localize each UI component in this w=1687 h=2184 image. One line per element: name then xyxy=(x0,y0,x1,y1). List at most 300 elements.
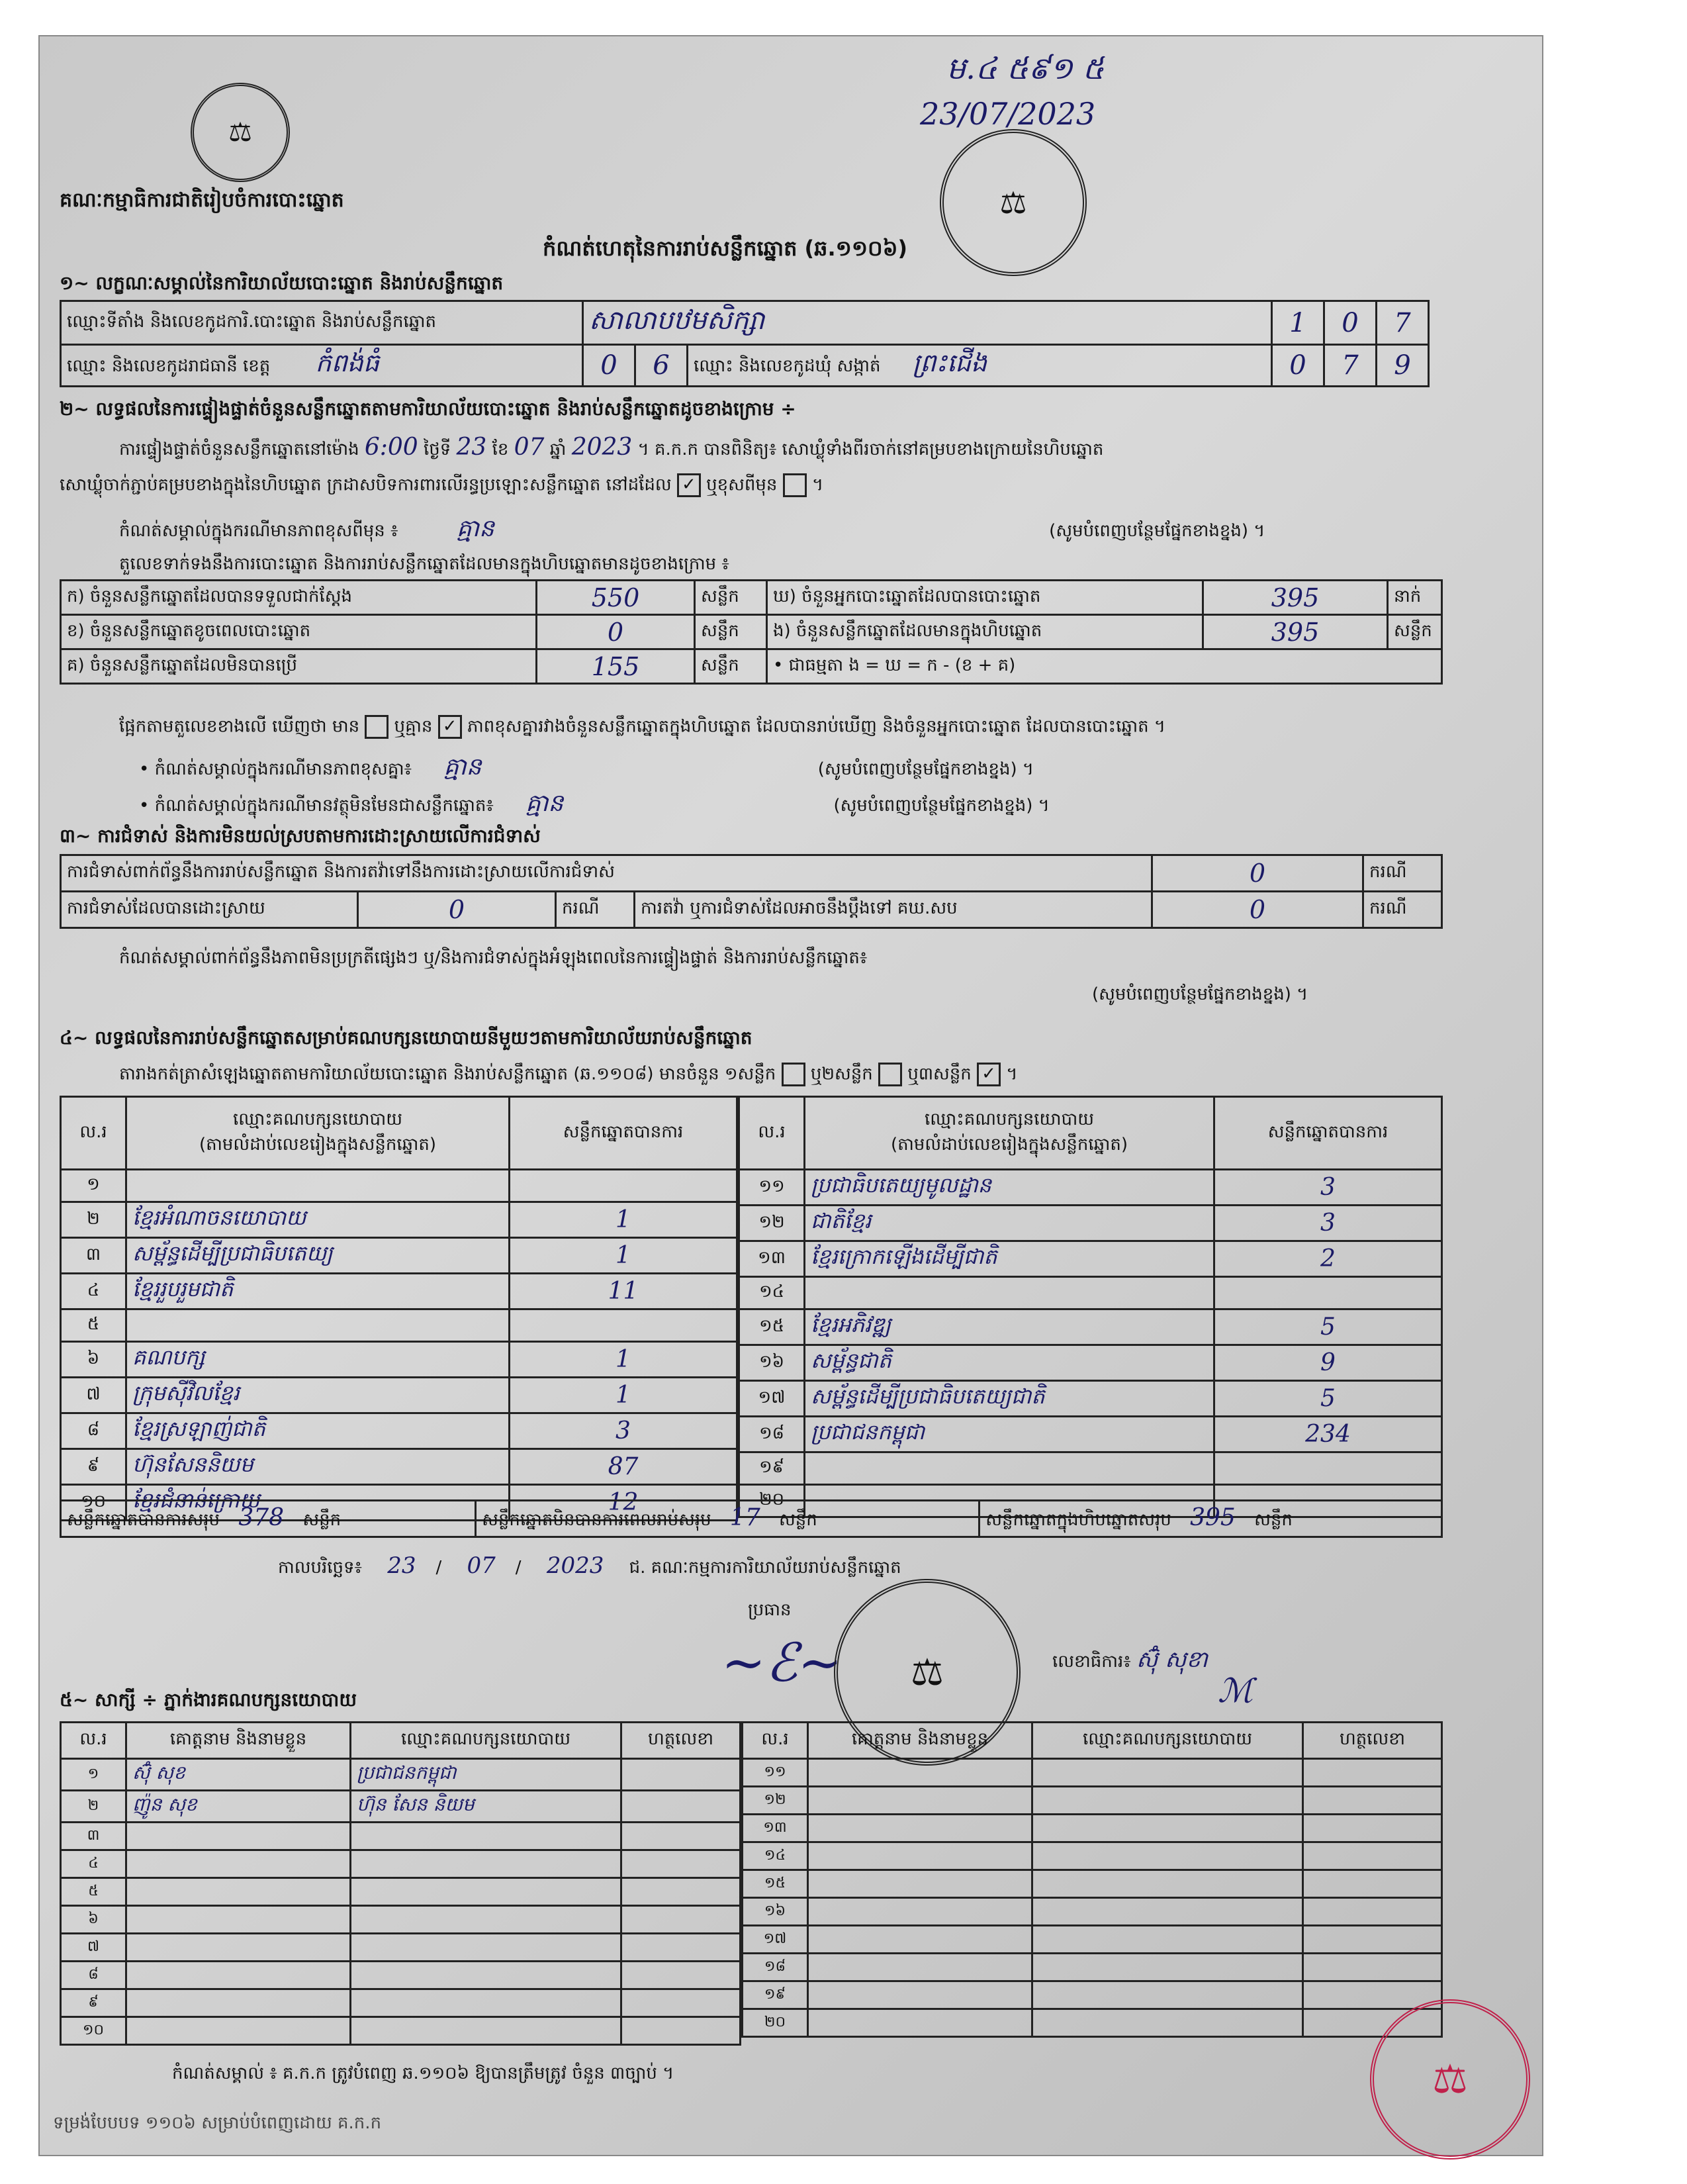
witness-party xyxy=(351,1823,621,1850)
irregularity-note-suffix: (សូមបំពេញបន្ថែមផ្នែកខាងខ្នង) ។ xyxy=(1092,984,1308,1004)
result-no: ៩ xyxy=(61,1449,126,1485)
province-label: ឈ្មោះ និងលេខកូដរាជធានី ខេត្ត xyxy=(67,356,271,376)
witness-row xyxy=(743,2009,1442,2037)
result-no: ១០ xyxy=(61,1485,126,1521)
three-sheet-checkbox[interactable]: ✓ xyxy=(977,1063,1001,1086)
foreign-object-suffix: (សូមបំពេញបន្ថែមផ្នែកខាងខ្នង) ។ xyxy=(833,796,1050,816)
result-no: ១៨ xyxy=(739,1417,805,1452)
witness-col-sign: ហត្ថលេខា xyxy=(621,1723,741,1759)
witness-col-party-right: ឈ្មោះគណបក្សនយោបាយ xyxy=(1032,1723,1303,1759)
form-title: កំណត់ហេតុនៃការរាប់សន្លឹកឆ្នោត (ឆ.១១០៦) xyxy=(543,236,907,261)
intact-checkbox[interactable]: ✓ xyxy=(677,473,701,497)
witness-signature xyxy=(621,1906,741,1934)
figure-e-unit: សន្លឹក xyxy=(1388,615,1442,649)
nec-logo: ⚖ xyxy=(191,83,290,182)
witness-party: ប្រជាជនកម្ពុជា xyxy=(351,1759,621,1791)
witness-name xyxy=(808,1842,1032,1870)
verification-end: ។ xyxy=(811,475,824,495)
province-cell xyxy=(61,345,583,387)
red-official-seal: ⚖ xyxy=(1370,1999,1530,2160)
witness-name xyxy=(808,1815,1032,1842)
verification-line-2 xyxy=(60,473,1449,499)
change-note-line xyxy=(119,513,1443,548)
station-code-1: 1 xyxy=(1272,301,1324,345)
witness-signature xyxy=(621,1791,741,1823)
result-party: សម្ព័ន្ធជាតិ xyxy=(805,1345,1214,1381)
witness-signature xyxy=(621,1850,741,1878)
witness-no: ១៦ xyxy=(743,1898,808,1926)
witness-name xyxy=(126,1823,351,1850)
result-party: ខ្មែរស្រឡាញ់ជាតិ xyxy=(126,1413,510,1449)
objection-row1-unit: ករណី xyxy=(1363,855,1442,892)
witness-row xyxy=(743,1981,1442,2009)
result-no: ៦ xyxy=(61,1342,126,1378)
result-row xyxy=(739,1309,1442,1345)
witness-row xyxy=(743,1870,1442,1898)
results-table-left xyxy=(60,1096,738,1521)
witness-no: ៤ xyxy=(61,1850,126,1878)
tally-sheets-line xyxy=(119,1063,1443,1088)
col-party-sub-right: (តាមលំដាប់លេខរៀងក្នុងសន្លឹកឆ្នោត) xyxy=(890,1134,1128,1155)
col-votes: សន្លឹកឆ្នោតបានការ xyxy=(510,1097,737,1170)
witness-no: ១២ xyxy=(743,1787,808,1815)
tally-text-b: ឬ២សន្លឹក xyxy=(810,1064,873,1084)
no-difference-checkbox[interactable]: ✓ xyxy=(438,715,462,739)
col-party-sub: (តាមលំដាប់លេខរៀងក្នុងសន្លឹកឆ្នោត) xyxy=(199,1134,437,1155)
figure-d-label: ឃ) ចំនួនអ្នកបោះឆ្នោតដែលបានបោះឆ្នោត xyxy=(767,581,1203,615)
witness-no: ១១ xyxy=(743,1759,808,1787)
witness-signature xyxy=(621,1823,741,1850)
official-seal-top: ⚖ xyxy=(940,129,1087,276)
commune-cell xyxy=(688,345,1272,387)
foreign-object-label: • កំណត់សម្គាល់ក្នុងករណីមានវត្ថុមិនមែនជាសន្លឹកឆ្នោត៖ xyxy=(139,796,494,816)
change-note-value: គ្មាន xyxy=(456,515,494,542)
figure-c-value: 155 xyxy=(537,649,695,684)
witness-party xyxy=(1032,1842,1303,1870)
has-difference-checkbox[interactable] xyxy=(365,715,388,739)
difference-note-label: • កំណត់សម្គាល់ក្នុងករណីមានភាពខុសគ្នា៖ xyxy=(139,759,412,779)
witness-signature xyxy=(1303,1815,1442,1842)
result-votes: 1 xyxy=(510,1202,737,1238)
result-votes: 5 xyxy=(1214,1381,1442,1417)
witness-signature xyxy=(1303,1898,1442,1926)
witness-col-no: ល.រ xyxy=(61,1723,126,1759)
witness-signature xyxy=(621,2017,741,2045)
result-row xyxy=(61,1202,737,1238)
witness-party xyxy=(351,1850,621,1878)
objection-row3-unit: ករណី xyxy=(1363,892,1442,928)
signing-date-year: 2023 xyxy=(546,1552,604,1579)
irregularity-note: កំណត់សម្គាល់ពាក់ព័ន្ធនឹងភាពមិនប្រក្រតីផ្សេងៗ ឬ/និងការជំទាស់ក្នុងអំឡុងពេលនៃការផ្ទៀងផ្ទាត់ និងការរាប់សន្លឹកឆ្នោត៖ xyxy=(119,948,868,968)
total-invalid-value: 17 xyxy=(729,1503,760,1531)
witness-table-right xyxy=(741,1721,1443,2038)
result-no: ៥ xyxy=(61,1309,126,1342)
witness-signature xyxy=(1303,1954,1442,1981)
commune-code-1: 0 xyxy=(1272,345,1324,387)
total-valid-label: សន្លឹកឆ្នោតបានការសរុប xyxy=(67,1509,220,1530)
result-votes: 234 xyxy=(1214,1417,1442,1452)
witness-party xyxy=(1032,1926,1303,1954)
signing-date-month: 07 xyxy=(467,1552,496,1579)
result-party: គណបក្ស xyxy=(126,1342,510,1378)
witness-row xyxy=(61,1850,741,1878)
witness-name xyxy=(126,1878,351,1906)
result-no: ១ xyxy=(61,1170,126,1202)
result-party: ខ្មែរក្រោកឡើងដើម្បីជាតិ xyxy=(805,1241,1214,1277)
chair-signature: ~ℰ~ xyxy=(721,1632,843,1693)
province-code-2: 6 xyxy=(635,345,688,387)
total-invalid-unit: សន្លឹក xyxy=(779,1509,817,1530)
total-ballots-cell xyxy=(980,1501,1442,1537)
verification-text-a: ការផ្ទៀងផ្ទាត់ចំនួនសន្លឹកឆ្នោតនៅម៉ោង xyxy=(119,440,359,459)
change-note-label: កំណត់សម្គាល់ក្នុងករណីមានភាពខុសពីមុន ៖ xyxy=(119,521,398,541)
witness-no: ៩ xyxy=(61,1989,126,2017)
verification-text-b: ថ្ងៃទី xyxy=(423,440,451,459)
witness-no: ២០ xyxy=(743,2009,808,2037)
province-code-1: 0 xyxy=(583,345,635,387)
witness-col-sign-right: ហត្ថលេខា xyxy=(1303,1723,1442,1759)
result-no: ១១ xyxy=(739,1170,805,1206)
witness-name xyxy=(808,1787,1032,1815)
objections-table xyxy=(60,854,1443,929)
witness-party xyxy=(351,1962,621,1989)
verification-month: 07 xyxy=(514,434,545,461)
total-ballots-unit: សន្លឹក xyxy=(1254,1509,1293,1530)
figure-b-label: ខ) ចំនួនសន្លឹកឆ្នោតខូចពេលបោះឆ្នោត xyxy=(61,615,537,649)
witness-party xyxy=(1032,1870,1303,1898)
figure-c-unit: សន្លឹក xyxy=(695,649,767,684)
col-party-right xyxy=(805,1097,1214,1170)
witness-signature xyxy=(621,1759,741,1791)
witness-party xyxy=(1032,1759,1303,1787)
signing-date-day: 23 xyxy=(387,1552,416,1579)
col-no-right: ល.រ xyxy=(739,1097,805,1170)
secretary-line xyxy=(1052,1645,1208,1678)
result-party xyxy=(805,1452,1214,1485)
figure-b-value: 0 xyxy=(537,615,695,649)
result-row xyxy=(61,1342,737,1378)
witness-signature xyxy=(1303,1787,1442,1815)
witness-party xyxy=(351,1878,621,1906)
commune-code-3: 9 xyxy=(1377,345,1429,387)
witness-party xyxy=(1032,1815,1303,1842)
total-valid-value: 378 xyxy=(238,1503,285,1531)
result-row xyxy=(739,1206,1442,1241)
result-party: សម្ព័ន្ធដើម្បីប្រជាធិបតេយ្យជាតិ xyxy=(805,1381,1214,1417)
tally-text-a: តារាងកត់ត្រាសំឡេងឆ្នោតតាមការិយាល័យបោះឆ្នោត និងរាប់សន្លឹកឆ្នោត (ឆ.១១០៨) មានចំនួន ១សន្លឹក xyxy=(119,1064,776,1084)
witness-name xyxy=(126,1962,351,1989)
figure-d-unit: នាក់ xyxy=(1388,581,1442,615)
result-no: ៨ xyxy=(61,1413,126,1449)
witness-name xyxy=(808,1870,1032,1898)
verification-text-2: សោឃ្លុំចាក់ភ្ជាប់គម្របខាងក្នុងនៃហិបឆ្នោត ក្រដាសបិទការពារលើរន្ធប្រឡោះសន្លឹកឆ្នោត នៅដដែល xyxy=(60,475,672,495)
witness-no: ៨ xyxy=(61,1962,126,1989)
one-sheet-checkbox[interactable] xyxy=(782,1063,805,1086)
result-votes xyxy=(1214,1277,1442,1309)
commune-code-2: 7 xyxy=(1324,345,1377,387)
result-party: សម្ព័ន្ធដើម្បីប្រជាធិបតេយ្យ xyxy=(126,1238,510,1274)
result-votes: 87 xyxy=(510,1449,737,1485)
result-no: ១៦ xyxy=(739,1345,805,1381)
tally-text-end: ។ xyxy=(1006,1064,1018,1084)
objection-row3-label: ការតវ៉ា ឬការជំទាស់ដែលអាចនឹងប្តឹងទៅ គឃ.សប xyxy=(635,892,1152,928)
witness-signature xyxy=(621,1934,741,1962)
witness-party xyxy=(1032,1787,1303,1815)
col-no: ល.រ xyxy=(61,1097,126,1170)
total-invalid-cell xyxy=(476,1501,980,1537)
result-row xyxy=(739,1345,1442,1381)
verification-day: 23 xyxy=(456,434,487,461)
witness-row xyxy=(743,1787,1442,1815)
station-value: សាលាបឋមសិក្សា xyxy=(583,301,1272,345)
witness-party xyxy=(1032,1981,1303,2009)
footer-note: កំណត់សម្គាល់ ៖ គ.ក.ក ត្រូវបំពេញ ឆ.១១០៦ ឱ្យបានត្រឹមត្រូវ ចំនួន ៣ច្បាប់ ។ xyxy=(172,2064,674,2083)
figure-a-label: ក) ចំនួនសន្លឹកឆ្នោតដែលបានទទួលជាក់ស្តែង xyxy=(61,581,537,615)
changed-text: ឬខុសពីមុន xyxy=(706,475,778,495)
witness-name xyxy=(808,1981,1032,2009)
result-no: ១៤ xyxy=(739,1277,805,1309)
witness-no: ១៥ xyxy=(743,1870,808,1898)
witness-party xyxy=(1032,1954,1303,1981)
result-no: ១៧ xyxy=(739,1381,805,1417)
result-row xyxy=(739,1452,1442,1485)
station-code-2: 0 xyxy=(1324,301,1377,345)
result-votes: 3 xyxy=(1214,1170,1442,1206)
witness-name xyxy=(808,1898,1032,1926)
result-row xyxy=(61,1238,737,1274)
two-sheet-checkbox[interactable] xyxy=(878,1063,902,1086)
figure-c-label: គ) ចំនួនសន្លឹកឆ្នោតដែលមិនបានប្រើ xyxy=(61,649,537,684)
witness-no: ១ xyxy=(61,1759,126,1791)
witness-no: ១៧ xyxy=(743,1926,808,1954)
result-votes: 2 xyxy=(1214,1241,1442,1277)
witness-party xyxy=(1032,1898,1303,1926)
witness-row xyxy=(743,1815,1442,1842)
form-usage-note: ទម្រង់បែបបទ ១១០៦ សម្រាប់បំពេញដោយ គ.ក.ក xyxy=(53,2113,382,2133)
compare-text-a: ផ្អែកតាមតួលេខខាងលើ ឃើញថា មាន xyxy=(119,716,360,737)
witness-no: ៧ xyxy=(61,1934,126,1962)
totals-table xyxy=(60,1499,1443,1538)
total-ballots-value: 395 xyxy=(1190,1503,1236,1531)
witness-party xyxy=(351,1934,621,1962)
result-votes: 1 xyxy=(510,1342,737,1378)
foreign-object-value: គ្មាន xyxy=(525,790,564,817)
witness-row xyxy=(61,1791,741,1823)
stamp-number: ម.៤ ៥៩១ ៥ xyxy=(946,50,1105,86)
witness-col-no-right: ល.រ xyxy=(743,1723,808,1759)
result-party: ខ្មែរអំណាចនយោបាយ xyxy=(126,1202,510,1238)
witness-party xyxy=(1032,2009,1303,2037)
result-party: ខ្មែរអភិវឌ្ឍ xyxy=(805,1309,1214,1345)
station-code-3: 7 xyxy=(1377,301,1429,345)
figure-a-unit: សន្លឹក xyxy=(695,581,767,615)
witness-name xyxy=(808,2009,1032,2037)
witness-name xyxy=(126,2017,351,2045)
change-note-suffix: (សូមបំពេញបន្ថែមផ្នែកខាងខ្នង) ។ xyxy=(1049,521,1265,541)
province-value: កំពង់ធំ xyxy=(315,348,380,377)
result-party: ជាតិខ្មែរ xyxy=(805,1206,1214,1241)
figure-d-value: 395 xyxy=(1203,581,1388,615)
objection-row1-value: 0 xyxy=(1152,855,1363,892)
result-row xyxy=(739,1241,1442,1277)
signing-date-label: កាលបរិច្ឆេទ៖ xyxy=(278,1558,362,1578)
verification-text-d: ឆ្នាំ xyxy=(549,440,567,459)
changed-checkbox[interactable] xyxy=(783,473,807,497)
result-votes xyxy=(510,1309,737,1342)
result-no: ៤ xyxy=(61,1274,126,1309)
difference-note-value: គ្មាន xyxy=(443,753,482,781)
result-row xyxy=(61,1413,737,1449)
witness-table-left xyxy=(60,1721,741,2046)
witness-row xyxy=(61,1759,741,1791)
objection-row2-value: 0 xyxy=(358,892,556,928)
result-no: ២ xyxy=(61,1202,126,1238)
objection-row3-value: 0 xyxy=(1152,892,1363,928)
result-party: ប្រជាធិបតេយ្យមូលដ្ឋាន xyxy=(805,1170,1214,1206)
result-party: ខ្មែររួបរួមជាតិ xyxy=(126,1274,510,1309)
col-party-title: ឈ្មោះគណបក្សនយោបាយ xyxy=(233,1109,402,1129)
verification-text-e: ។ គ.ក.ក បានពិនិត្យ៖ សោឃ្លុំទាំងពីរចាក់នៅគម្របខាងក្រោយនៃហិបឆ្នោត xyxy=(637,440,1104,459)
witness-row xyxy=(743,1926,1442,1954)
witness-signature xyxy=(621,1962,741,1989)
witness-row xyxy=(743,1954,1442,1981)
total-valid-unit: សន្លឹក xyxy=(302,1509,342,1530)
section3-heading: ៣~ ការជំទាស់ និងការមិនយល់ស្របតាមការដោះស្រាយលើការជំទាស់ xyxy=(60,825,541,847)
witness-name xyxy=(126,1989,351,2017)
result-row xyxy=(61,1274,737,1309)
witness-no: ២ xyxy=(61,1791,126,1823)
foreign-object-line xyxy=(139,788,1443,823)
witness-row xyxy=(743,1898,1442,1926)
witness-party xyxy=(351,1989,621,2017)
section4-heading: ៤~ លទ្ធផលនៃការរាប់សន្លឹកឆ្នោតសម្រាប់គណបក្សនយោបាយនីមួយៗតាមការិយាល័យរាប់សន្លឹកឆ្នោត xyxy=(60,1027,752,1049)
total-valid-cell xyxy=(61,1501,476,1537)
result-votes xyxy=(510,1170,737,1202)
witness-row xyxy=(61,1962,741,1989)
witness-name xyxy=(808,1926,1032,1954)
witness-name: ញ៉ូន សុខ xyxy=(126,1791,351,1823)
witness-row xyxy=(61,1989,741,2017)
figures-table xyxy=(60,579,1443,685)
result-no: ១៩ xyxy=(739,1452,805,1485)
signing-body: ជ. គណៈកម្មការការិយាល័យរាប់សន្លឹកឆ្នោត xyxy=(629,1558,901,1578)
section2-heading: ២~ លទ្ធផលនៃការផ្ទៀងផ្ទាត់ចំនួនសន្លឹកឆ្នោតតាមការិយាល័យបោះឆ្នោត និងរាប់សន្លឹកឆ្នោតដូចខាងក្រោម ÷ xyxy=(60,398,796,420)
witness-party xyxy=(351,1906,621,1934)
result-votes: 11 xyxy=(510,1274,737,1309)
col-votes-right: សន្លឹកឆ្នោតបានការ xyxy=(1214,1097,1442,1170)
signing-date-line: កាលបរិច្ឆេទ៖ 23 / 07 / 2023 ជ. គណៈកម្មការការិយាល័យរាប់សន្លឹកឆ្នោត xyxy=(278,1552,901,1579)
result-party xyxy=(805,1277,1214,1309)
verification-time: 6:00 xyxy=(364,434,418,461)
result-votes xyxy=(1214,1452,1442,1485)
result-votes: 3 xyxy=(1214,1206,1442,1241)
compare-text-b: ឬគ្មាន xyxy=(394,716,433,737)
figure-a-value: 550 xyxy=(537,581,695,615)
witness-name xyxy=(808,1954,1032,1981)
witness-signature xyxy=(1303,1842,1442,1870)
section1-heading: ១~ លក្ខណៈសម្គាល់នៃការិយាល័យបោះឆ្នោត និងរាប់សន្លឹកឆ្នោត xyxy=(60,272,504,294)
witness-row xyxy=(61,1878,741,1906)
witness-no: ១៤ xyxy=(743,1842,808,1870)
witness-no: ៦ xyxy=(61,1906,126,1934)
witness-signature xyxy=(621,1878,741,1906)
witness-col-party: ឈ្មោះគណបក្សនយោបាយ xyxy=(351,1723,621,1759)
witness-name xyxy=(126,1934,351,1962)
result-votes: 1 xyxy=(510,1378,737,1413)
chair-label: ប្រធាន xyxy=(748,1600,792,1620)
witness-no: ១០ xyxy=(61,2017,126,2045)
figure-b-unit: សន្លឹក xyxy=(695,615,767,649)
result-no: ១២ xyxy=(739,1206,805,1241)
witness-no: ១៣ xyxy=(743,1815,808,1842)
difference-note-suffix: (សូមបំពេញបន្ថែមផ្នែកខាងខ្នង) ។ xyxy=(817,759,1034,779)
result-row xyxy=(61,1449,737,1485)
result-votes: 12 xyxy=(510,1485,737,1521)
witness-row xyxy=(61,1906,741,1934)
witness-row xyxy=(743,1759,1442,1787)
result-row xyxy=(739,1170,1442,1206)
witness-name xyxy=(126,1850,351,1878)
result-votes: 5 xyxy=(1214,1309,1442,1345)
committee-name: គណៈកម្មាធិការជាតិរៀបចំការបោះឆ្នោត xyxy=(60,189,344,212)
result-row xyxy=(61,1170,737,1202)
witness-no: ៥ xyxy=(61,1878,126,1906)
figure-e-value: 395 xyxy=(1203,615,1388,649)
station-label: ឈ្មោះទីតាំង និងលេខកូដការិ.បោះឆ្នោត និងរាប់សន្លឹកឆ្នោត xyxy=(61,301,583,345)
result-votes: 9 xyxy=(1214,1345,1442,1381)
scanned-form-page xyxy=(40,36,1542,2155)
result-row xyxy=(61,1309,737,1342)
secretary-name: ស៊ុំ សុខា xyxy=(1136,1646,1208,1673)
witness-party xyxy=(351,2017,621,2045)
result-no: ៣ xyxy=(61,1238,126,1274)
stamp-date: 23/07/2023 xyxy=(920,96,1096,132)
result-party xyxy=(126,1170,510,1202)
result-votes: 1 xyxy=(510,1238,737,1274)
result-no: ១៥ xyxy=(739,1309,805,1345)
figure-e-label: ង) ចំនួនសន្លឹកឆ្នោតដែលមានក្នុងហិបឆ្នោត xyxy=(767,615,1203,649)
result-party: ប្រជាជនកម្ពុជា xyxy=(805,1417,1214,1452)
witness-row xyxy=(743,1842,1442,1870)
results-table-right xyxy=(738,1096,1443,1518)
section5-heading: ៥~ សាក្សី ÷ ភ្នាក់ងារគណបក្សនយោបាយ xyxy=(60,1689,357,1711)
compare-line xyxy=(119,715,1443,741)
result-no: ៧ xyxy=(61,1378,126,1413)
result-no: ១៣ xyxy=(739,1241,805,1277)
figures-intro: តួលេខទាក់ទងនឹងការបោះឆ្នោត និងការរាប់សន្លឹកឆ្នោតដែលមានក្នុងហិបឆ្នោតមានដូចខាងក្រោម ៖ xyxy=(119,554,729,574)
result-row xyxy=(739,1277,1442,1309)
witness-row xyxy=(61,1934,741,1962)
verification-text-c: ខែ xyxy=(492,440,509,459)
witness-no: ១៨ xyxy=(743,1954,808,1981)
secretary-signature: ℳ xyxy=(1218,1672,1254,1710)
compare-text-c: ភាពខុសគ្នារវាងចំនួនសន្លឹកឆ្នោតក្នុងហិបឆ្នោត ដែលបានរាប់ឃើញ និងចំនួនអ្នកបោះឆ្នោត ដែលបានបោះឆ្នោត ។ xyxy=(467,716,1165,737)
result-party xyxy=(126,1309,510,1342)
difference-note-line xyxy=(139,751,1443,786)
witness-signature xyxy=(1303,1870,1442,1898)
result-row xyxy=(739,1417,1442,1452)
witness-name xyxy=(126,1906,351,1934)
witness-name: ស៊ុំ សុខ xyxy=(126,1759,351,1791)
witness-no: ១៩ xyxy=(743,1981,808,2009)
witness-signature xyxy=(1303,1926,1442,1954)
witness-row xyxy=(61,2017,741,2045)
witness-col-name: គោត្តនាម និងនាមខ្លួន xyxy=(126,1723,351,1759)
result-row xyxy=(61,1378,737,1413)
formula-note: • ជាធម្មតា ង = ឃ = ក - (ខ + គ) xyxy=(767,649,1442,684)
result-no: ២០ xyxy=(739,1485,805,1517)
verification-year: 2023 xyxy=(571,434,633,461)
